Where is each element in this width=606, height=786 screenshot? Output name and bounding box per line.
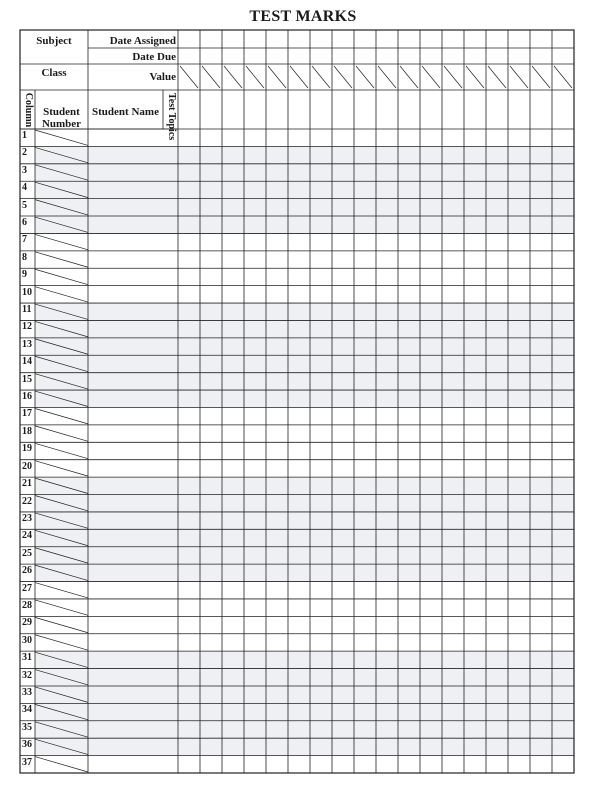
row-number: 20	[22, 460, 32, 472]
row-number: 1	[22, 130, 27, 141]
row-shading	[35, 477, 574, 494]
row-number: 15	[22, 373, 32, 385]
value-diagonal	[378, 66, 396, 88]
row-shading	[35, 686, 574, 703]
value-diagonal	[422, 66, 440, 88]
row-number: 31	[22, 652, 32, 664]
value-diagonal	[356, 66, 374, 88]
number-diagonal	[35, 408, 88, 423]
row-shading	[35, 547, 574, 564]
date-due-label: Date Due	[132, 51, 176, 63]
value-diagonal	[202, 66, 220, 88]
value-diagonal	[400, 66, 418, 88]
row-number: 13	[22, 338, 32, 350]
value-diagonal	[554, 66, 572, 88]
row-shading	[35, 564, 574, 581]
row-shading	[35, 721, 574, 738]
number-diagonal	[35, 617, 88, 632]
number-diagonal	[35, 461, 88, 476]
row-shading	[35, 146, 574, 163]
value-diagonal	[224, 66, 242, 88]
value-diagonal	[312, 66, 330, 88]
number-diagonal	[35, 635, 88, 650]
row-shading	[35, 199, 574, 216]
number-diagonal	[35, 443, 88, 458]
class-label: Class	[41, 67, 67, 79]
row-number: 3	[22, 164, 27, 176]
row-number: 6	[22, 217, 27, 229]
row-number: 21	[22, 478, 32, 490]
row-number: 34	[22, 704, 32, 716]
number-diagonal	[35, 426, 88, 441]
row-number: 18	[22, 425, 32, 437]
column-header: Column	[22, 92, 34, 128]
row-number: 35	[22, 721, 32, 733]
number-diagonal	[35, 269, 88, 284]
value-diagonal	[510, 66, 528, 88]
date-assigned-label: Date Assigned	[109, 35, 176, 47]
row-shading	[35, 512, 574, 529]
row-number: 7	[22, 234, 27, 246]
value-diagonal	[532, 66, 550, 88]
row-shading	[35, 703, 574, 720]
number-diagonal	[35, 130, 88, 145]
row-number: 5	[22, 199, 27, 211]
row-number: 4	[22, 182, 27, 194]
row-number: 37	[22, 756, 32, 768]
row-number: 12	[22, 321, 32, 333]
value-diagonal	[246, 66, 264, 88]
row-shading	[35, 355, 574, 372]
row-number: 25	[22, 547, 32, 559]
row-shading	[35, 303, 574, 320]
row-number: 8	[22, 251, 27, 263]
row-number: 11	[22, 304, 32, 316]
row-number: 33	[22, 686, 32, 698]
row-shading	[35, 373, 574, 390]
row-number: 9	[22, 269, 27, 281]
number-diagonal	[35, 600, 88, 615]
value-diagonal	[444, 66, 462, 88]
row-shading	[35, 669, 574, 686]
row-number: 24	[22, 530, 32, 542]
row-number: 32	[22, 669, 32, 681]
row-shading	[35, 529, 574, 546]
test-topics-header: Test Topics	[165, 93, 177, 141]
row-shading	[35, 738, 574, 755]
row-number: 29	[22, 617, 32, 629]
sheet-title: TEST MARKS	[249, 8, 357, 25]
row-number: 23	[22, 512, 32, 524]
row-shading	[35, 216, 574, 233]
row-number: 30	[22, 634, 32, 646]
row-shading	[35, 181, 574, 198]
row-shading	[35, 338, 574, 355]
number-diagonal	[35, 583, 88, 598]
number-diagonal	[35, 234, 88, 249]
row-shading	[35, 320, 574, 337]
value-diagonal	[334, 66, 352, 88]
student-name-header: Student Name	[92, 106, 159, 118]
row-number: 28	[22, 599, 32, 611]
row-shading	[35, 390, 574, 407]
value-diagonal	[290, 66, 308, 88]
row-number: 17	[22, 408, 32, 420]
number-diagonal	[35, 287, 88, 302]
value-label: Value	[149, 71, 176, 83]
row-shading	[35, 651, 574, 668]
row-number: 16	[22, 391, 32, 403]
row-number: 26	[22, 565, 32, 577]
row-number: 19	[22, 443, 32, 455]
value-diagonal	[268, 66, 286, 88]
value-diagonal	[180, 66, 198, 88]
value-diagonal	[488, 66, 506, 88]
student-number-header: Student Number	[41, 106, 82, 130]
row-number: 27	[22, 582, 32, 594]
number-diagonal	[35, 757, 88, 772]
value-diagonal	[466, 66, 484, 88]
row-shading	[35, 164, 574, 181]
number-diagonal	[35, 252, 88, 267]
row-number: 10	[22, 286, 32, 298]
row-number: 2	[22, 147, 27, 159]
row-number: 22	[22, 495, 32, 507]
row-number: 14	[22, 356, 32, 368]
row-number: 36	[22, 739, 32, 751]
row-shading	[35, 495, 574, 512]
subject-label: Subject	[36, 35, 72, 47]
